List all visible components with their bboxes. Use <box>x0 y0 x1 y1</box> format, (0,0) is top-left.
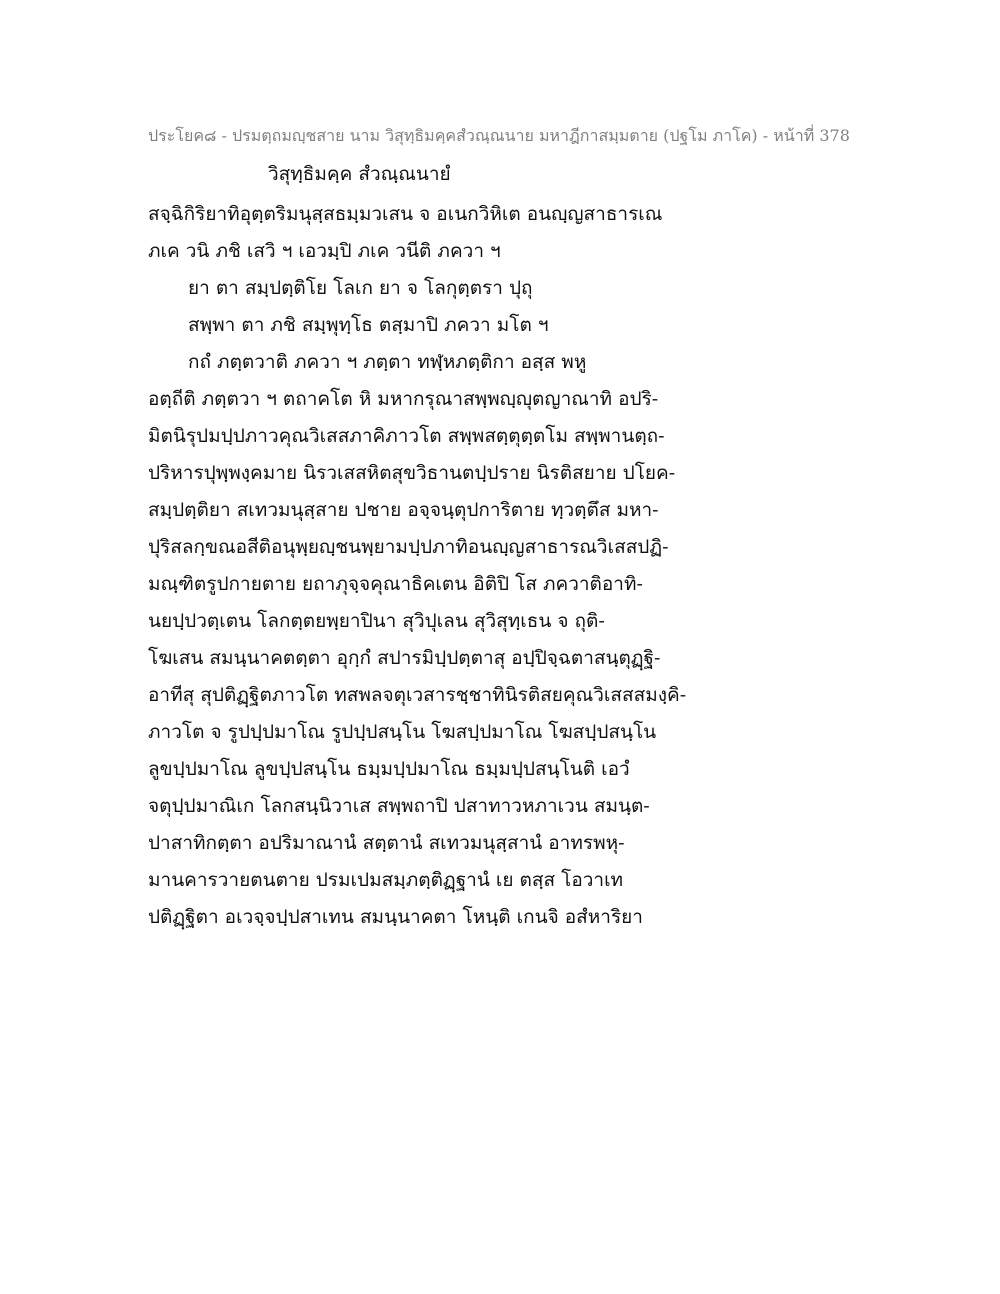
text-line-18: ปติฏฺฐิตา อเวจฺจปฺปสาเทน สมนฺนาคตา โหนฺติ เกนจิ อสํหาริยา <box>148 906 643 928</box>
text-line-13: ภาวโต จ รูปปฺปมาโณ รูปปฺปสนฺโน โฆสปฺปมาโณ โฆสปฺปสนฺโน <box>148 721 657 743</box>
text-line-16: ปาสาทิกตฺตา อปริมาณานํ สตฺตานํ สเทวมนุสฺสานํ อาทรพหุ- <box>148 832 625 854</box>
text-line-3: กถํ ภตฺตวาติ ภควา ฯ ภตฺตา ทฬฺหภตฺติกา อสฺส พหู <box>188 351 587 373</box>
text-line-1: สจฺฉิกิริยาทิอุตฺตริมนุสฺสธมฺมวเสน จ อเนกวิหิเต อนญฺญสาธารเณ <box>148 203 663 225</box>
section-title: วิสุทฺธิมคฺค สํวณฺณนายํ <box>268 163 451 185</box>
body-text <box>148 196 948 936</box>
text-line-9: มณฺฑิตรูปกายตาย ยถาภุจฺจคุณาธิคเตน อิติปิ โส ภควาติอาทิ- <box>148 573 643 595</box>
text-line-10: นยปฺปวตฺเตน โลกตฺตยพฺยาปินา สุวิปุเลน สุวิสุทฺเธน จ ถุติ- <box>148 610 605 632</box>
text-line-11: โฆเสน สมนฺนาคตตฺตา อุกฺกํ สปารมิปฺปตฺตาสุ อปฺปิจฺฉตาสนฺตุฏฺฐิ- <box>148 647 661 669</box>
text-line-7: สมฺปตฺติยา สเทวมนุสฺสาย ปชาย อจฺจนฺตุปการิตาย ทฺวตฺตึส มหา- <box>148 499 659 521</box>
text-line-5: มิตนิรุปมปฺปภาวคุณวิเสสภาคิภาวโต สพฺพสตฺตุตฺตโม สพฺพานตฺถ- <box>148 425 665 447</box>
text-line-12: อาทีสุ สุปติฏฺฐิตภาวโต ทสพลจตุเวสารชฺชาทินิรติสยคุณวิเสสสมงฺคิ- <box>148 684 687 706</box>
text-line-8: ปุริสลกฺขณอสีติอนุพฺยญฺชนพฺยามปฺปภาทิอนญฺญสาธารณวิเสสปฏิ- <box>148 536 669 558</box>
text-line-15: จตุปฺปมาณิเก โลกสนฺนิวาเส สพฺพถาปิ ปสาทาวหภาเวน สมนฺต- <box>148 795 650 817</box>
text-line-14: ลูขปฺปมาโณ ลูขปฺปสนฺโน ธมฺมปฺปมาโณ ธมฺมปฺปสนฺโนติ เอวํ <box>148 758 630 780</box>
text-line-17: มานคารวายตนตาย ปรมเปมสมฺภตฺติฏฺฐานํ เย ตสฺส โอวาเท <box>148 869 624 891</box>
text-line-4: อตฺถีติ ภตฺตวา ฯ ตถาคโต หิ มหากรุณาสพฺพญฺญุตญาณาทิ อปริ- <box>148 388 659 410</box>
verse-line-1: ยา ตา สมฺปตฺติโย โลเก ยา จ โลกุตฺตรา ปุถุ <box>188 277 533 299</box>
text-line-6: ปริหารปุพฺพงฺคมาย นิรวเสสหิตสุขวิธานตปฺปราย นิรติสยาย ปโยค- <box>148 462 676 484</box>
text-line-2: ภเค วนิ ภชิ เสวิ ฯ เอวมฺปิ ภเค วนีติ ภควา ฯ <box>148 240 501 262</box>
verse-line-2: สพฺพา ตา ภชิ สมฺพุทฺโธ ตสฺมาปิ ภควา มโต ฯ <box>188 314 549 336</box>
running-header: ประโยค๘ - ปรมตฺถมญฺชสาย นาม วิสุทฺธิมคฺคสํวณฺณนาย มหาฎีกาสมฺมตาย (ปฐโม ภาโค) - หน้าที่ 378 <box>148 126 850 145</box>
